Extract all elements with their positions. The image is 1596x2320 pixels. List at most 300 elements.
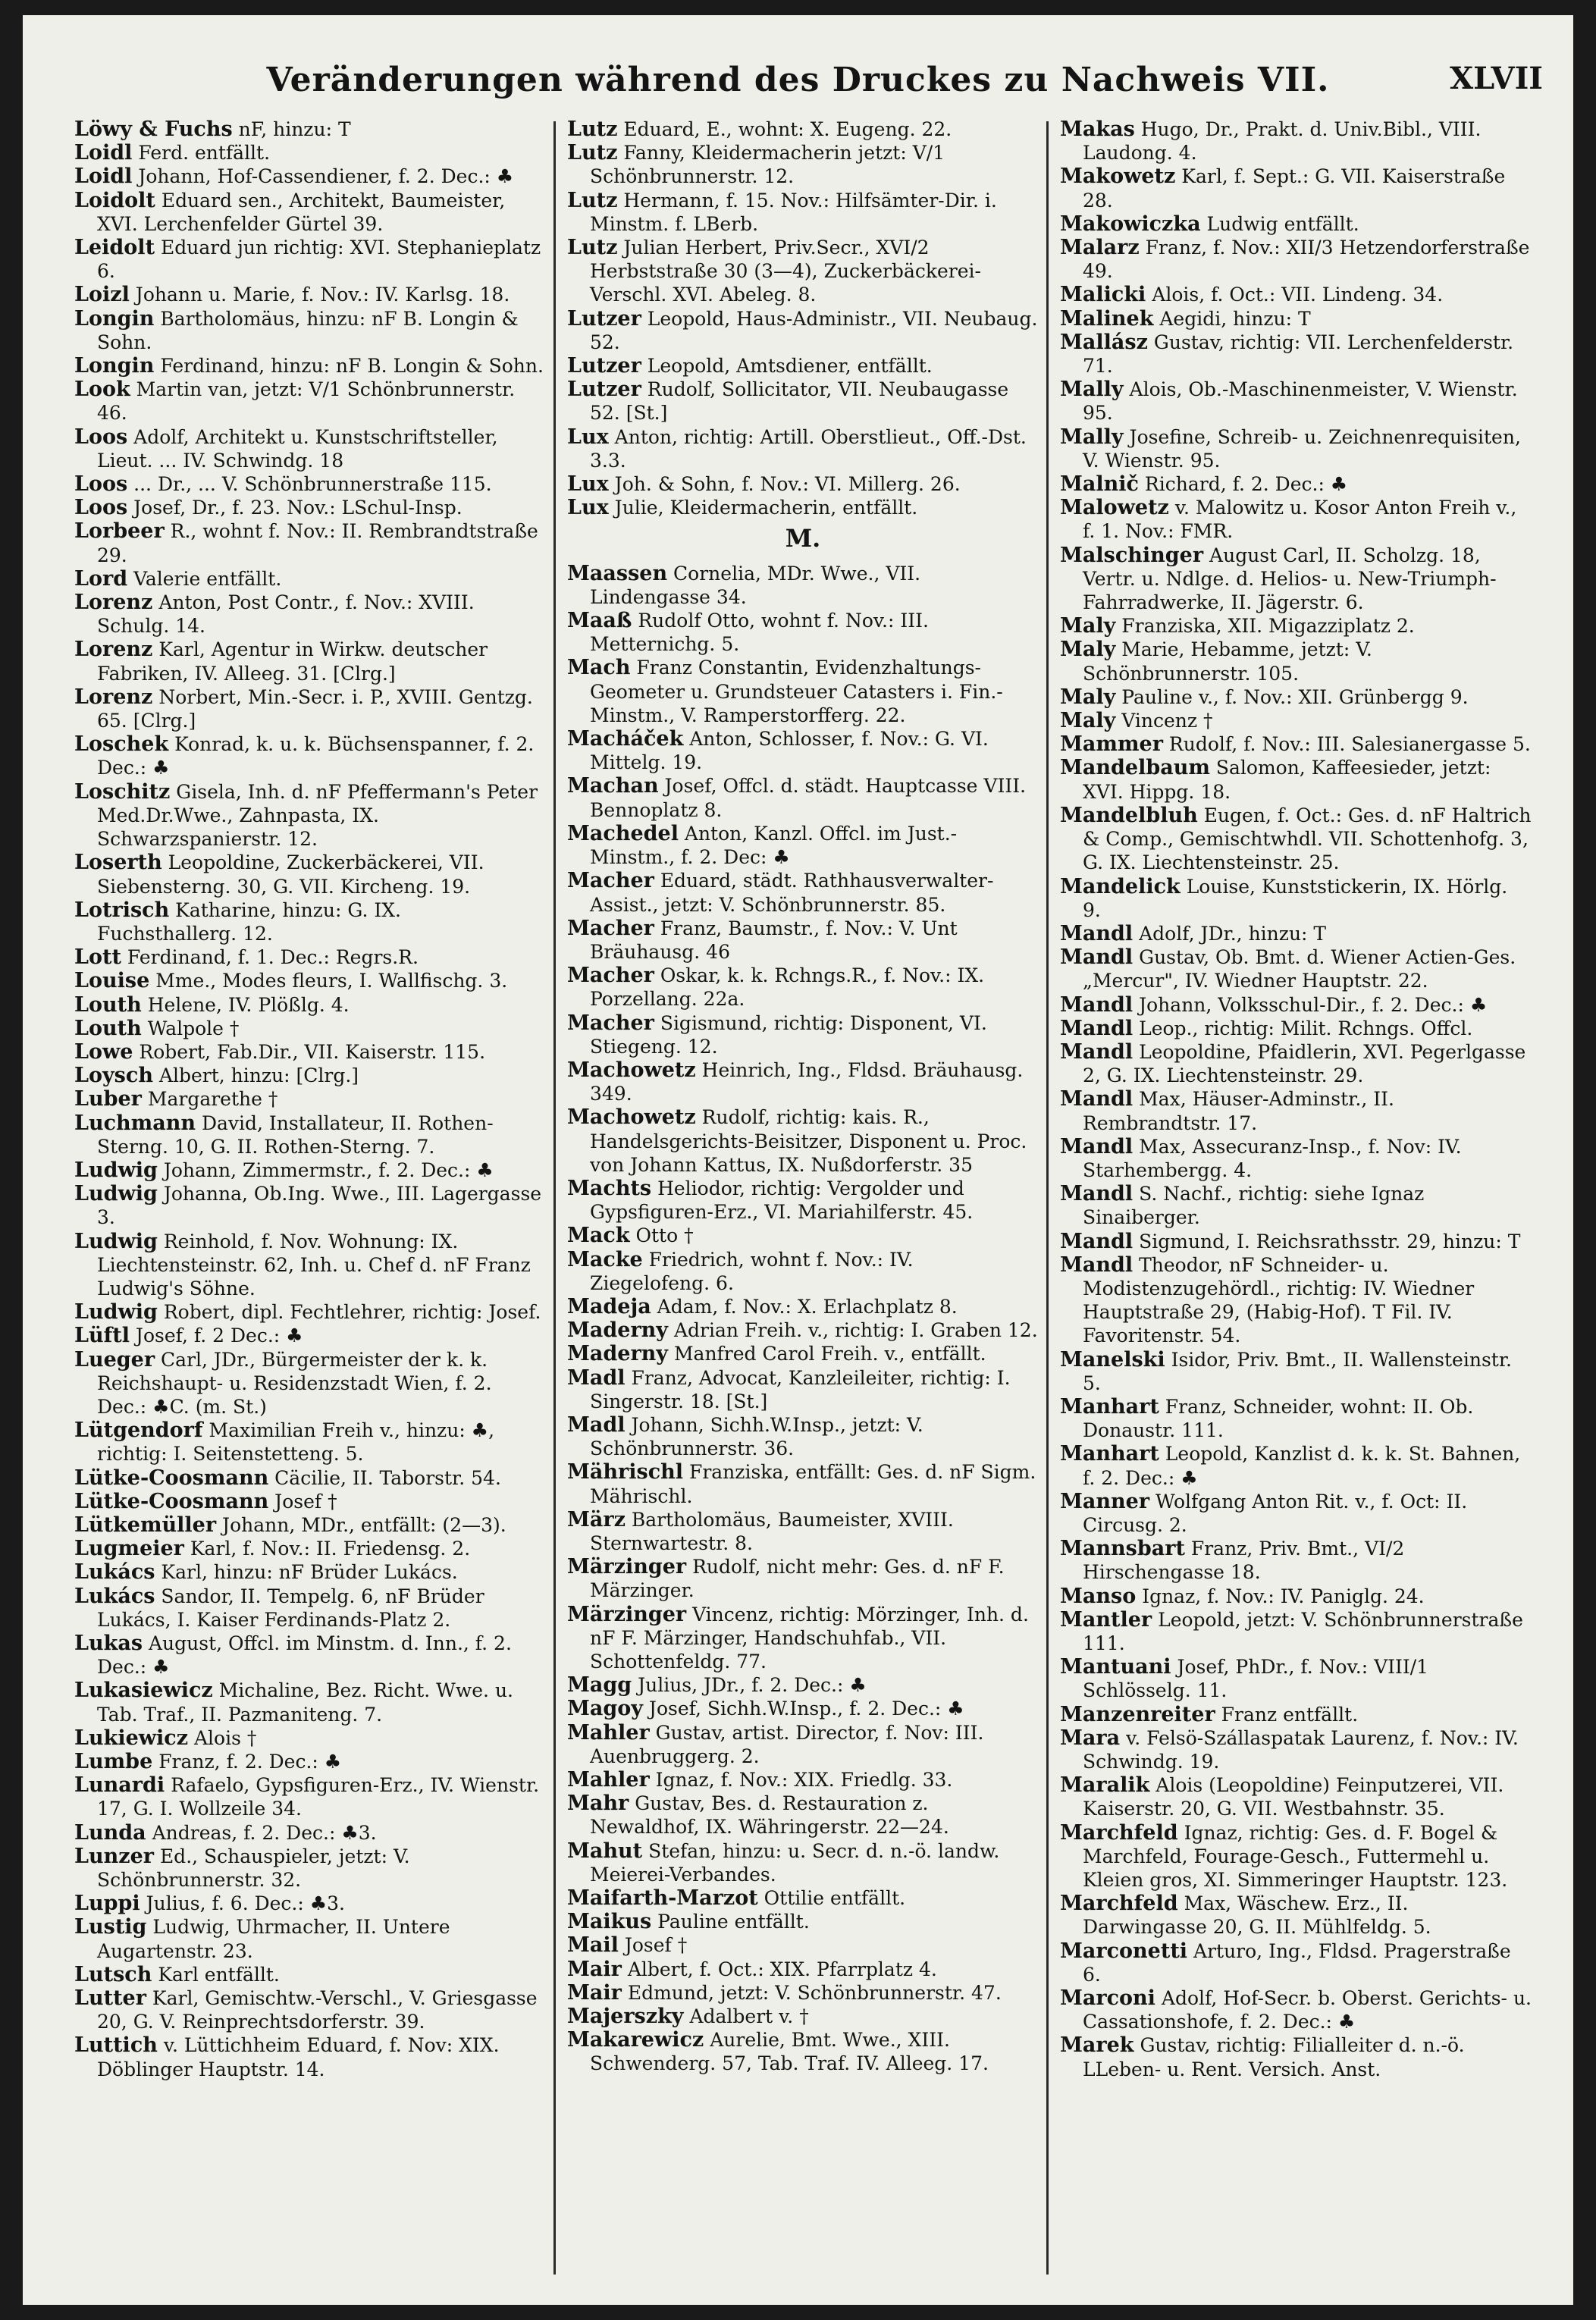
- entry-details: August, Offcl. im Minstm. d. Inn., f. 2. Dec.: ♣: [97, 1632, 512, 1679]
- entry-name: Machedel: [567, 821, 679, 845]
- entry-name: Longin: [74, 354, 155, 378]
- directory-entry: [74, 425, 546, 472]
- entry-name: Mandl: [1060, 1229, 1134, 1253]
- entry-details: Adolf, Hof-Secr. b. Oberst. Gerichts- u. Cassationshofe, f. 2. Dec.: ♣: [1083, 1987, 1532, 2033]
- entry-details: Robert, Fab.Dir., VII. Kaiserstr. 115.: [139, 1040, 486, 1063]
- directory-entry: [567, 1721, 1039, 1768]
- entry-details: S. Nachf., richtig: siehe Ignaz Sinaiberger.: [1083, 1183, 1425, 1229]
- directory-entry: [567, 1910, 1039, 1933]
- entry-details: ... Dr., ... V. Schönbrunnerstraße 115.: [133, 473, 492, 496]
- entry-details: Ferdinand, hinzu: nF B. Longin & Sohn.: [160, 355, 544, 378]
- entry-name: Magoy: [567, 1697, 643, 1721]
- directory-entry: [567, 609, 1039, 656]
- entry-details: Gustav, richtig: VII. Lerchenfelderstr. 71.: [1083, 331, 1514, 378]
- directory-entry: [1060, 378, 1532, 425]
- entry-details: Hugo, Dr., Prakt. d. Univ.Bibl., VIII. Laudong. 4.: [1083, 118, 1482, 165]
- entry-name: Märzinger: [567, 1555, 687, 1579]
- directory-entry: [74, 378, 546, 425]
- entry-name: Maly: [1060, 685, 1116, 709]
- directory-entry: [74, 1537, 546, 1560]
- entry-name: Mahr: [567, 1792, 629, 1816]
- entry-name: Maaß: [567, 609, 632, 633]
- entry-details: Konrad, k. u. k. Büchsenspanner, f. 2. Dec.: ♣: [97, 733, 535, 779]
- entry-details: Julius, JDr., f. 2. Dec.: ♣: [638, 1674, 867, 1697]
- entry-name: Mährischl: [567, 1460, 684, 1484]
- directory-entry: [567, 189, 1039, 236]
- directory-entry: [74, 141, 546, 165]
- entry-details: Reinhold, f. Nov. Wohnung: IX. Liechtensteinstr. 62, Inh. u. Chef d. nF Franz Ludwig's Söhne.: [97, 1230, 531, 1300]
- entry-details: Ludwig, Uhrmacher, II. Untere Augartenstr. 23.: [97, 1916, 450, 1962]
- entry-name: Lunardi: [74, 1773, 165, 1798]
- entry-name: Lumbe: [74, 1750, 153, 1774]
- page-number: XLVII: [1450, 61, 1543, 96]
- directory-entry: [74, 118, 546, 141]
- directory-entry: [1060, 1939, 1532, 1986]
- directory-entry: [74, 1300, 546, 1324]
- entry-name: Maderny: [567, 1318, 668, 1343]
- directory-entry: [567, 141, 1039, 188]
- entry-name: Lukiewicz: [74, 1726, 189, 1750]
- entry-name: Ludwig: [74, 1300, 158, 1325]
- entry-name: Lutzer: [567, 378, 641, 402]
- entry-details: Margarethe †: [147, 1088, 278, 1111]
- entry-details: Hermann, f. 15. Nov.: Hilfsämter-Dir. i. Minstm. f. LBerb.: [590, 189, 997, 235]
- entry-name: Makowetz: [1060, 165, 1176, 189]
- entry-name: Lugmeier: [74, 1537, 184, 1561]
- entry-details: Helene, IV. Plößlg. 4.: [147, 993, 350, 1016]
- entry-details: Aegidi, hinzu: T: [1159, 307, 1311, 330]
- entry-details: Isidor, Priv. Bmt., II. Wallensteinstr. 5.: [1083, 1348, 1512, 1394]
- entry-name: Madeja: [567, 1294, 651, 1318]
- entry-details: Adam, f. Nov.: X. Erlachplatz 8.: [657, 1295, 958, 1318]
- entry-details: Leopold, jetzt: V. Schönbrunnerstraße 111.: [1083, 1608, 1523, 1654]
- entry-details: Heliodor, richtig: Vergolder und Gypsfiguren-Erz., VI. Mariahilferstr. 45.: [590, 1177, 974, 1224]
- directory-entry: [567, 472, 1039, 496]
- entry-name: Malicki: [1060, 283, 1146, 307]
- entry-details: Cornelia, MDr. Wwe., VII. Lindengasse 34.: [590, 562, 921, 608]
- entry-details: Karl, hinzu: nF Brüder Lukács.: [161, 1561, 458, 1584]
- entry-name: Mandl: [1060, 1016, 1134, 1040]
- entry-name: Maderny: [567, 1342, 668, 1366]
- entry-details: Leopoldine, Pfaidlerin, XVI. Pegerlgasse 2, G. IX. Liechtensteinstr. 29.: [1083, 1040, 1526, 1087]
- entry-name: Mair: [567, 1980, 622, 2005]
- directory-entry: [74, 307, 546, 354]
- directory-page: [23, 15, 1573, 2305]
- directory-entry: [74, 1585, 546, 1632]
- entry-details: August Carl, II. Scholzg. 18, Vertr. u. Ndlge. d. Helios- u. New-Triumph-Fahrradwerke, II. Jägerstr. 6.: [1083, 544, 1497, 614]
- entry-name: Mahut: [567, 1839, 643, 1863]
- entry-name: Louth: [74, 992, 142, 1017]
- entry-name: Lütke-Coosmann: [74, 1489, 269, 1513]
- entry-details: Alois, f. Oct.: VII. Lindeng. 34.: [1152, 284, 1444, 306]
- entry-details: Max, Wäschew. Erz., II. Darwingasse 20, G. II. Mühlfeldg. 5.: [1083, 1892, 1431, 1939]
- directory-entry: [1060, 1892, 1532, 1939]
- entry-name: Maikus: [567, 1910, 652, 1934]
- entry-details: Gustav, Ob. Bmt. d. Wiener Actien-Ges. „Mercur", IV. Wiedner Hauptstr. 22.: [1083, 946, 1516, 992]
- entry-name: Luber: [74, 1087, 142, 1111]
- entry-name: Lutz: [567, 236, 618, 260]
- entry-name: Manelski: [1060, 1347, 1165, 1372]
- directory-entry: [1060, 1726, 1532, 1773]
- entry-name: Machan: [567, 774, 659, 798]
- entry-name: Macher: [567, 916, 654, 940]
- entry-name: Louth: [74, 1016, 142, 1040]
- entry-name: Mantler: [1060, 1607, 1152, 1632]
- entry-details: v. Felsö-Szállaspatak Laurenz, f. Nov.: IV. Schwindg. 19.: [1083, 1726, 1519, 1773]
- directory-entry: [74, 1845, 546, 1892]
- directory-entry: [74, 1726, 546, 1750]
- entry-name: Lustig: [74, 1915, 147, 1939]
- entry-name: Luchmann: [74, 1111, 196, 1135]
- directory-entry: [1060, 331, 1532, 378]
- directory-entry: [74, 165, 546, 188]
- entry-details: Rudolf, f. Nov.: III. Salesianergasse 5.: [1168, 733, 1531, 756]
- directory-entry: [567, 1508, 1039, 1555]
- entry-details: Valerie entfällt.: [133, 567, 282, 590]
- entry-name: Löwy & Fuchs: [74, 118, 233, 141]
- directory-entry: [567, 1058, 1039, 1105]
- entry-details: Albert, hinzu: [Clrg.]: [158, 1064, 359, 1087]
- entry-name: Lowe: [74, 1039, 133, 1064]
- entry-details: Albert, f. Oct.: XIX. Pfarrplatz 4.: [627, 1958, 937, 1980]
- directory-entry: [1060, 614, 1532, 638]
- directory-entry: [1060, 685, 1532, 709]
- entry-name: Lunzer: [74, 1844, 154, 1868]
- entry-name: Macher: [567, 1011, 654, 1035]
- entry-name: Mally: [1060, 425, 1124, 449]
- directory-entry: [1060, 1348, 1532, 1395]
- entry-details: Gustav, richtig: Filialleiter d. n.-ö. LLeben- u. Rent. Versich. Anst.: [1083, 2034, 1465, 2080]
- directory-entry: [74, 354, 546, 378]
- entry-details: Adolf, Architekt u. Kunstschriftsteller, Lieut. ... IV. Schwindg. 18: [97, 425, 498, 472]
- directory-entry: [1060, 212, 1532, 236]
- entry-details: Josef †: [624, 1934, 688, 1957]
- entry-details: Louise, Kunststickerin, IX. Hörlg. 9.: [1083, 875, 1508, 921]
- entry-name: Loidolt: [74, 188, 155, 212]
- directory-entry: [567, 1886, 1039, 1910]
- directory-entry: [74, 567, 546, 591]
- entry-name: Märzinger: [567, 1602, 687, 1626]
- entry-details: Gustav, Bes. d. Restauration z. Newaldhof, IX. Währingerstr. 22—24.: [590, 1792, 949, 1839]
- entry-details: Ferdinand, f. 1. Dec.: Regrs.R.: [127, 946, 419, 969]
- directory-entry: [567, 1697, 1039, 1720]
- directory-entry: [1060, 1537, 1532, 1584]
- entry-name: Majerszky: [567, 2005, 684, 2029]
- entry-name: Manzenreiter: [1060, 1702, 1215, 1726]
- directory-entry: [1060, 732, 1532, 756]
- entry-name: Macher: [567, 869, 654, 893]
- directory-entry: [567, 1933, 1039, 1957]
- directory-entry: [74, 1158, 546, 1182]
- directory-entry: [1060, 307, 1532, 331]
- section-heading: M.: [785, 524, 821, 553]
- entry-details: nF, hinzu: T: [238, 118, 351, 140]
- directory-entry: [74, 1466, 546, 1490]
- entry-details: Sigmund, I. Reichsrathsstr. 29, hinzu: T: [1139, 1230, 1521, 1252]
- entry-name: Luppi: [74, 1892, 140, 1916]
- directory-entry: [74, 1513, 546, 1537]
- entry-name: Manhart: [1060, 1394, 1159, 1419]
- directory-entry: [74, 945, 546, 969]
- entry-name: Makarewicz: [567, 2028, 704, 2052]
- directory-entry: [567, 727, 1039, 774]
- entry-details: Sandor, II. Tempelg. 6, nF Brüder Lukács, I. Kaiser Ferdinands-Platz 2.: [97, 1585, 484, 1631]
- entry-name: Loschek: [74, 732, 169, 757]
- entry-details: Josef, Offcl. d. städt. Hauptcasse VIII. Bennoplatz 8.: [590, 775, 1027, 821]
- entry-details: Carl, JDr., Bürgermeister der k. k. Reichshaupt- u. Residenzstadt Wien, f. 2. Dec.: ♣C. (m. St.): [97, 1348, 492, 1418]
- directory-entry: [567, 1413, 1039, 1460]
- entry-details: R., wohnt f. Nov.: II. Rembrandtstraße 29.: [97, 520, 538, 566]
- entry-details: Leopold, Haus-Administr., VII. Neubaug. 52.: [590, 307, 1038, 353]
- directory-entry: [1060, 1608, 1532, 1655]
- entry-details: Bartholomäus, Baumeister, XVIII. Sternwartestr. 8.: [590, 1508, 954, 1554]
- directory-entry: [74, 1915, 546, 1962]
- entry-name: Mail: [567, 1933, 619, 1958]
- directory-entry: [567, 1011, 1039, 1058]
- directory-entry: [74, 993, 546, 1017]
- directory-entry: [567, 774, 1039, 821]
- entry-details: David, Installateur, II. Rothen-Sterng. 10, G. II. Rothen-Sterng. 7.: [97, 1111, 494, 1158]
- entries-column-3: [1060, 118, 1532, 2286]
- entry-details: Fanny, Kleidermacherin jetzt: V/1 Schönbrunnerstr. 12.: [590, 142, 945, 188]
- entry-name: Marchfeld: [1060, 1820, 1178, 1845]
- directory-entry: [1060, 1087, 1532, 1134]
- directory-entry: [567, 1342, 1039, 1365]
- directory-entry: [74, 236, 546, 283]
- directory-entry: [74, 1490, 546, 1513]
- entry-details: Cäcilie, II. Taborstr. 54.: [274, 1466, 501, 1489]
- directory-entry: [1060, 922, 1532, 945]
- entry-name: Lueger: [74, 1347, 155, 1372]
- entry-details: Leop., richtig: Milit. Rchngs. Offcl.: [1139, 1017, 1473, 1039]
- entry-name: Lütkemüller: [74, 1513, 217, 1537]
- entry-details: Ferd. entfällt.: [138, 142, 271, 165]
- directory-entry: [74, 189, 546, 236]
- entry-name: Ludwig: [74, 1158, 158, 1182]
- directory-entry: [74, 1750, 546, 1773]
- entry-details: Julie, Kleidermacherin, entfällt.: [614, 497, 918, 519]
- entry-name: Mahler: [567, 1768, 650, 1792]
- entry-name: Loidl: [74, 165, 133, 189]
- directory-entry: [74, 1324, 546, 1347]
- entry-name: Mair: [567, 1957, 622, 1981]
- directory-entry: [1060, 1986, 1532, 2033]
- directory-entry: [1060, 1040, 1532, 1087]
- entry-name: Malnič: [1060, 472, 1139, 497]
- directory-entry: [1060, 1821, 1532, 1892]
- entry-name: Makas: [1060, 118, 1135, 141]
- directory-entry: [1060, 1395, 1532, 1442]
- entry-name: Malinek: [1060, 306, 1154, 331]
- entry-name: Loos: [74, 425, 128, 449]
- entry-details: Franz, Baumstr., f. Nov.: V. Unt Bräuhausg. 46: [590, 917, 958, 963]
- entry-details: Gustav, artist. Director, f. Nov: III. Auenbruggerg. 2.: [590, 1721, 984, 1767]
- directory-entry: [1060, 993, 1532, 1017]
- entry-details: Otto †: [635, 1224, 694, 1247]
- directory-entry: [74, 1632, 546, 1679]
- entry-name: Machowetz: [567, 1058, 696, 1082]
- directory-entry: [567, 1366, 1039, 1413]
- entry-details: Josef, PhDr., f. Nov.: VIII/1 Schlösselg. 11.: [1083, 1656, 1429, 1702]
- entry-details: Leopold, Amtsdiener, entfällt.: [647, 355, 933, 378]
- entry-details: Franz, Priv. Bmt., VI/2 Hirschengasse 18.: [1083, 1538, 1405, 1584]
- entry-name: Lutzer: [567, 306, 641, 331]
- entry-name: Mammer: [1060, 732, 1163, 757]
- entry-name: Lutz: [567, 118, 618, 141]
- entry-name: Lorenz: [74, 591, 153, 615]
- entry-details: Pauline entfällt.: [657, 1911, 810, 1933]
- entry-details: Robert, dipl. Fechtlehrer, richtig: Josef.: [163, 1301, 541, 1324]
- entry-details: Eduard jun richtig: XVI. Stephanieplatz 6.: [97, 237, 541, 283]
- directory-entry: [1060, 1585, 1532, 1608]
- entry-name: Mandl: [1060, 1039, 1134, 1064]
- entry-name: Lorbeer: [74, 519, 165, 544]
- entry-name: Marconetti: [1060, 1939, 1188, 1963]
- entry-name: Mally: [1060, 378, 1124, 402]
- entry-details: Franz, f. Nov.: XII/3 Hetzendorferstraße 49.: [1083, 237, 1530, 283]
- directory-entry: [74, 638, 546, 685]
- entry-name: Manner: [1060, 1489, 1150, 1513]
- directory-entry: [1060, 945, 1532, 992]
- entry-details: Johanna, Ob.Ing. Wwe., III. Lagergasse 3.: [97, 1183, 542, 1229]
- entry-details: Johann, MDr., entfällt: (2—3).: [222, 1513, 506, 1536]
- entry-details: Ignaz, richtig: Ges. d. F. Bogel & Marchfeld, Fourage-Gesch., Futtermehl u. Kleien gros, XI. Simmeringer Hauptstr. 123.: [1083, 1821, 1508, 1892]
- page-title: Veränderungen während des Druckes zu Nachweis VII.: [266, 61, 1330, 99]
- entry-details: Rudolf, nicht mehr: Ges. d. nF F. Märzinger.: [590, 1556, 1005, 1602]
- directory-entry: [567, 1248, 1039, 1295]
- entry-details: Friedrich, wohnt f. Nov.: IV. Ziegelofeng. 6.: [590, 1248, 914, 1294]
- entry-details: Josef, Dr., f. 23. Nov.: LSchul-Insp.: [133, 497, 462, 519]
- entry-details: Wolfgang Anton Rit. v., f. Oct: II. Circusg. 2.: [1083, 1490, 1468, 1536]
- entry-details: Karl, f. Sept.: G. VII. Kaiserstraße 28.: [1083, 165, 1506, 212]
- entry-name: Lott: [74, 945, 121, 970]
- entry-details: Josef, f. 2 Dec.: ♣: [135, 1325, 303, 1347]
- directory-entry: [1060, 165, 1532, 212]
- entry-details: Eduard sen., Architekt, Baumeister, XVI. Lerchenfelder Gürtel 39.: [97, 189, 506, 235]
- entry-details: Johann, Hof-Cassendiener, f. 2. Dec.: ♣: [138, 165, 514, 188]
- directory-entry: [1060, 1182, 1532, 1229]
- entry-name: Makowiczka: [1060, 212, 1201, 236]
- directory-entry: [567, 964, 1039, 1011]
- entry-details: Johann u. Marie, f. Nov.: IV. Karlsg. 18.: [135, 284, 510, 306]
- directory-entry: [567, 656, 1039, 727]
- entry-details: Franz, Advocat, Kanzleileiter, richtig: I. Singerstr. 18. [St.]: [590, 1366, 1011, 1412]
- entry-details: Andreas, f. 2. Dec.: ♣3.: [152, 1821, 377, 1844]
- directory-entry: [74, 1111, 546, 1158]
- entry-name: Manhart: [1060, 1442, 1159, 1466]
- entry-name: Lux: [567, 472, 609, 497]
- directory-entry: [74, 1064, 546, 1087]
- entry-name: Maly: [1060, 614, 1116, 638]
- directory-entry: [567, 1839, 1039, 1886]
- entry-name: Mallász: [1060, 330, 1148, 354]
- entry-details: Karl entfällt.: [158, 1963, 280, 1986]
- entry-name: Lukasiewicz: [74, 1679, 213, 1703]
- directory-entry: [1060, 1017, 1532, 1040]
- column-divider: [1046, 121, 1049, 2275]
- entry-details: Eduard, städt. Rathhausverwalter-Assist., jetzt: V. Schönbrunnerstr. 85.: [590, 870, 994, 916]
- directory-entry: [567, 307, 1039, 354]
- entry-details: Richard, f. 2. Dec.: ♣: [1144, 473, 1348, 496]
- entry-name: Lord: [74, 566, 128, 591]
- directory-entry: [1060, 472, 1532, 496]
- directory-entry: [567, 1958, 1039, 1981]
- directory-entry: [1060, 1490, 1532, 1537]
- entry-name: Malowetz: [1060, 496, 1169, 520]
- entry-name: Lukács: [74, 1560, 155, 1585]
- entry-details: Leopoldine, Zuckerbäckerei, VII. Siebensterng. 30, G. VII. Kircheng. 19.: [97, 851, 484, 898]
- entry-name: Lotrisch: [74, 898, 170, 922]
- entry-details: v. Lüttichheim Eduard, f. Nov: XIX. Döblinger Hauptstr. 14.: [97, 2034, 500, 2080]
- entry-details: Eduard, E., wohnt: X. Eugeng. 22.: [623, 118, 952, 140]
- entry-details: Rudolf, richtig: kais. R., Handelsgerichts-Beisitzer, Disponent u. Proc. von Johann Kattus, IX. Nußdorferstr. 35: [590, 1106, 1027, 1176]
- directory-entry: [1060, 638, 1532, 685]
- directory-entry: [567, 378, 1039, 425]
- entry-name: Mahler: [567, 1720, 650, 1745]
- directory-entry: [74, 1560, 546, 1584]
- entry-name: Lux: [567, 496, 609, 520]
- entry-details: Gisela, Inh. d. nF Pfeffermann's Peter Med.Dr.Wwe., Zahnpasta, IX. Schwarzspanierstr. 12.: [97, 780, 538, 851]
- entry-name: Magg: [567, 1673, 632, 1698]
- entry-name: Machts: [567, 1176, 652, 1200]
- entry-name: Mandl: [1060, 992, 1134, 1017]
- directory-entry: [74, 1821, 546, 1845]
- entry-name: Maassen: [567, 561, 668, 585]
- directory-entry: [567, 354, 1039, 378]
- entry-name: Lutz: [567, 141, 618, 165]
- entry-details: Max, Häuser-Adminstr., II. Rembrandtstr. 17.: [1083, 1088, 1394, 1134]
- directory-entry: [74, 1087, 546, 1111]
- entry-name: Lütke-Coosmann: [74, 1466, 269, 1490]
- directory-entry: [1060, 2033, 1532, 2080]
- entry-name: Mandelick: [1060, 874, 1181, 898]
- entry-name: Mandelbaum: [1060, 756, 1210, 780]
- directory-entry: [1060, 804, 1532, 875]
- entry-name: Mandl: [1060, 1087, 1134, 1111]
- entry-details: Franz entfällt.: [1221, 1703, 1359, 1726]
- entry-details: Max, Assecuranz-Insp., f. Nov: IV. Starhembergg. 4.: [1083, 1135, 1462, 1181]
- entry-details: Julius, f. 6. Dec.: ♣3.: [146, 1892, 346, 1915]
- directory-entry: [567, 1295, 1039, 1318]
- directory-entry: [567, 1555, 1039, 1602]
- entry-name: Louise: [74, 969, 150, 993]
- entry-name: Loizl: [74, 283, 130, 307]
- directory-entry: [567, 2005, 1039, 2028]
- directory-entry: [74, 851, 546, 898]
- entry-name: Loos: [74, 472, 128, 497]
- entry-name: Lukács: [74, 1584, 155, 1608]
- entry-details: Walpole †: [147, 1017, 240, 1039]
- directory-entry: [567, 1981, 1039, 2005]
- entry-name: Mannsbart: [1060, 1537, 1185, 1561]
- entry-details: Edmund, jetzt: V. Schönbrunnerstr. 47.: [627, 1981, 1002, 2004]
- directory-entry: [74, 1230, 546, 1301]
- entry-name: Mandelbluh: [1060, 803, 1198, 827]
- entry-details: Anton, Kanzl. Offcl. im Just.-Minstm., f. 2. Dec: ♣: [590, 822, 958, 869]
- entry-name: Lunda: [74, 1820, 146, 1845]
- entry-name: Mandl: [1060, 945, 1134, 970]
- entry-name: Maifarth-Marzot: [567, 1886, 758, 1911]
- entry-details: Anton, Schlosser, f. Nov.: G. VI. Mittelg. 19.: [590, 728, 989, 774]
- entry-details: Michaline, Bez. Richt. Wwe. u. Tab. Traf., II. Pazmaniteng. 7.: [97, 1679, 513, 1726]
- directory-entry: [74, 472, 546, 496]
- entry-name: Ludwig: [74, 1229, 158, 1253]
- directory-entry: [567, 1768, 1039, 1792]
- directory-entry: [1060, 709, 1532, 732]
- entry-details: Franz Constantin, Evidenzhaltungs-Geometer u. Grundsteuer Catasters i. Fin.-Minstm., V. Ramperstorfferg. 22.: [590, 657, 1003, 726]
- entry-details: Josef, Sichh.W.Insp., f. 2. Dec.: ♣: [648, 1698, 964, 1720]
- entry-details: Bartholomäus, hinzu: nF B. Longin & Sohn.: [97, 307, 519, 353]
